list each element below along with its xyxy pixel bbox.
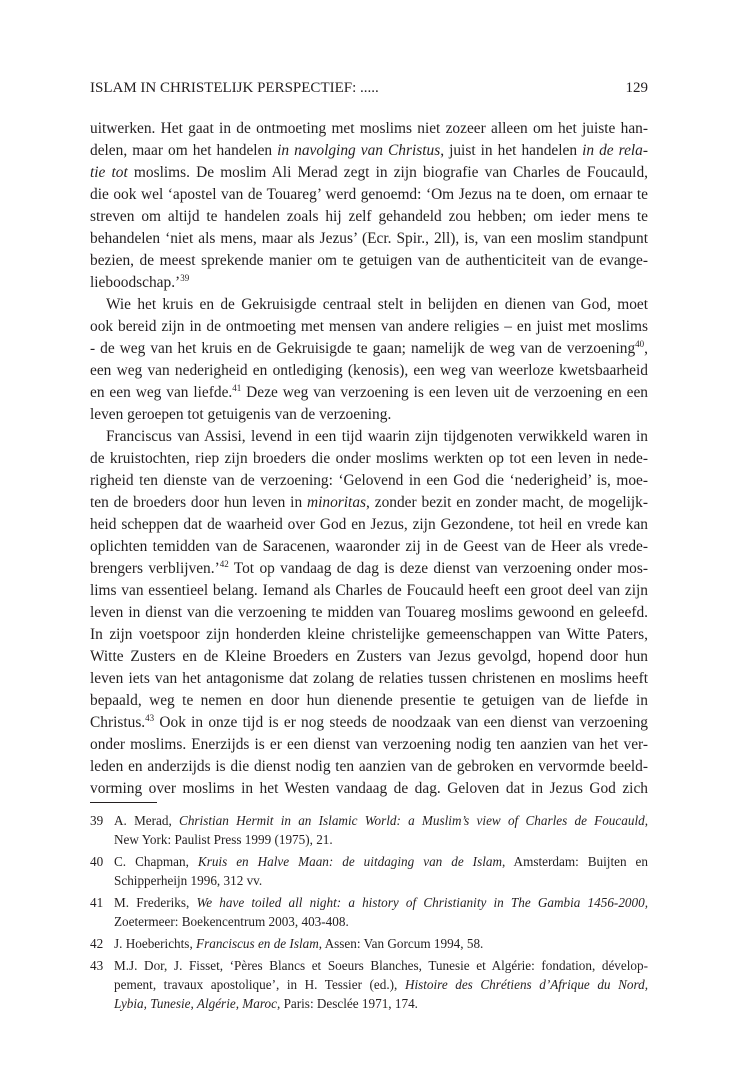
text-span: ook bereid zijn in de ontmoeting met mensen van andere religies – en juist met moslims	[90, 318, 648, 335]
text-line	[90, 294, 648, 316]
text-line	[90, 162, 648, 184]
footnote-number: 41	[90, 895, 104, 910]
text-span: C. Chapman,	[114, 854, 198, 869]
footnote-line	[114, 934, 648, 953]
text-span: heid scheppen dat de waarheid over God en Jezus, zijn Gezondene, tot heil en vrede kan	[90, 516, 648, 533]
footnote-text	[114, 934, 648, 953]
text-span: vorming over moslims in het Westen vandaag de dag. Geloven dat in Jezus God zich	[90, 780, 648, 797]
text-span: leven geroepen tot getuigenis van de verzoening.	[90, 406, 392, 423]
footnote-line	[114, 893, 648, 912]
text-line	[90, 690, 648, 712]
text-line	[90, 228, 648, 250]
text-span: behandelen ‘niet als mens, maar als Jezus’ (Ecr. Spir., 2ll), is, van een moslim standpunt	[90, 230, 648, 247]
text-span: Deze weg van verzoening is een leven uit de verzoening en een	[241, 384, 648, 401]
text-line	[90, 360, 648, 382]
footnote-42	[90, 934, 648, 953]
footnote-line: M.J. Dor, J. Fisset, ‘Pères Blancs et Soeurs Blanches, Tunesie et Algérie: fondation, dévelop-	[114, 958, 648, 973]
text-span: ,	[644, 813, 648, 828]
body-text	[90, 118, 648, 800]
italic-span: Christian Hermit in an Islamic World: a Muslim’s view of Charles de Foucauld	[179, 813, 645, 828]
text-line	[90, 140, 648, 162]
running-head-title: ISLAM IN CHRISTELIJK PERSPECTIEF: .....	[90, 80, 379, 96]
text-line	[90, 580, 648, 602]
text-line	[90, 756, 648, 778]
text-span: Franciscus van Assisi, levend in een tijd waarin zijn tijdgenoten verwikkeld waren in	[106, 428, 648, 445]
text-span: In zijn voetspoor zijn honderden kleine christelijke gemeenschappen van Witte Paters,	[90, 626, 648, 643]
text-line	[90, 602, 648, 624]
text-line	[90, 338, 648, 360]
italic-span: We have toiled all night: a history of Christianity in The Gambia 1456-2000,	[196, 895, 648, 910]
footnotes	[90, 811, 648, 1016]
footnote-line	[114, 994, 648, 1013]
italic-span: Histoire des Chrétiens d’Afrique du Nord,	[404, 977, 648, 992]
text-line	[90, 426, 648, 448]
text-span: righeid ten dienste van de verzoening: ‘Gelovend in een God die ‘nederigheid’ is, moe-	[90, 472, 648, 489]
italic-span: Lybia, Tunesie, Algérie, Maroc	[114, 996, 277, 1011]
paragraph-3	[90, 426, 648, 800]
footnote-ref[interactable]: 43	[145, 713, 155, 723]
text-line	[90, 250, 648, 272]
text-line	[90, 448, 648, 470]
footnote-line: Zoetermeer: Boekencentrum 2003, 403-408.	[114, 914, 349, 929]
text-span: uitwerken. Het gaat in de ontmoeting met moslims niet zozeer alleen om het juiste han-	[90, 120, 648, 137]
page-number: 129	[625, 80, 648, 96]
running-head	[90, 80, 648, 97]
footnote-ref[interactable]: 40	[635, 339, 645, 349]
text-span: , juist in het handelen	[440, 142, 583, 159]
text-line	[90, 514, 648, 536]
italic-span: tie tot	[90, 164, 128, 181]
paragraph-2	[90, 294, 648, 426]
text-span: lims van essentieel belang. Iemand als Charles de Foucauld heeft een groot deel van zijn	[90, 582, 648, 599]
text-span: die ook wel ‘apostel van de Touareg’ werd genoemd: ‘Om Jezus na te doen, om ernaar te	[90, 186, 648, 203]
text-span: bepaald, weg te nemen en door hun dienende presentie te getuigen van de liefde in	[90, 692, 648, 709]
footnote-text	[114, 852, 648, 890]
text-span: leven iets van het antagonisme dat zolang de relaties tussen christenen en moslims heeft	[90, 670, 648, 687]
text-span: ,	[644, 340, 648, 357]
text-line	[90, 492, 648, 514]
text-line	[90, 404, 648, 426]
text-line	[90, 470, 648, 492]
footnote-39	[90, 811, 648, 849]
footnote-41	[90, 893, 648, 931]
italic-span: in de rela-	[582, 142, 648, 159]
text-span: delen, maar om het handelen	[90, 142, 278, 159]
text-span: Ook in onze tijd is er nog steeds de noodzaak van een dienst van verzoening	[154, 714, 648, 731]
footnote-line	[114, 975, 648, 994]
text-span: onder moslims. Enerzijds is er een dienst van verzoening nodig ten aanzien van het ver-	[90, 736, 648, 753]
text-line	[90, 382, 648, 404]
text-span: , Paris: Desclée 1971, 174.	[276, 996, 418, 1011]
text-span: en een weg van liefde.	[90, 384, 233, 401]
text-line	[90, 734, 648, 756]
footnote-40	[90, 852, 648, 890]
text-span: , Assen: Van Gorcum 1994, 58.	[318, 936, 484, 951]
text-span: de kruistochten, riep zijn broeders die onder moslims werkten op tot een leven in nede-	[90, 450, 648, 467]
text-line	[90, 536, 648, 558]
footnote-divider	[90, 802, 157, 803]
footnote-line	[114, 852, 648, 871]
footnote-43	[90, 956, 648, 1013]
text-span: een weg van nederigheid en ontlediging (kenosis), een weg van weerloze kwetsbaarheid	[90, 362, 648, 379]
footnote-number: 43	[90, 958, 104, 973]
text-span: , Amsterdam: Buijten en	[502, 854, 648, 869]
text-span: lieboodschap.’	[90, 274, 181, 291]
footnote-text	[114, 893, 648, 931]
footnote-ref[interactable]: 41	[232, 383, 242, 393]
text-span: streven om altijd te handelen zoals hij zelf gehandeld zou hebben; om ieder mens te	[90, 208, 648, 225]
text-line	[90, 778, 648, 800]
footnote-line: New York: Paulist Press 1999 (1975), 21.	[114, 832, 333, 847]
text-span: moslims. De moslim Ali Merad zegt in zijn biografie van Charles de Foucauld,	[127, 164, 648, 181]
text-line	[90, 668, 648, 690]
text-span: J. Hoeberichts,	[114, 936, 197, 951]
text-span: oplichten temidden van de Saracenen, waaronder zij in de Geest van de Heer als vrede-	[90, 538, 648, 555]
text-line	[90, 272, 648, 294]
footnote-ref[interactable]: 42	[219, 559, 229, 569]
footnote-number: 42	[90, 936, 104, 951]
italic-span: Kruis en Halve Maan: de uitdaging van de Islam	[197, 854, 502, 869]
text-line	[90, 646, 648, 668]
italic-span: minoritas	[307, 494, 367, 511]
text-span: bezien, de meest sprekende manier om te getuigen van de authenticiteit van de evange-	[90, 252, 648, 269]
text-line	[90, 558, 648, 580]
text-line	[90, 118, 648, 140]
text-line	[90, 712, 648, 734]
text-span: brengers verblijven.’	[90, 560, 220, 577]
text-line	[90, 206, 648, 228]
text-span: M. Frederiks,	[114, 895, 197, 910]
text-span: Christus.	[90, 714, 146, 731]
footnote-number: 40	[90, 854, 104, 869]
text-span: leven in dienst van die verzoening te midden van Touareg moslims gewoond en geleefd.	[90, 604, 648, 621]
text-span: leden en anderzijds is die dienst nodig ten aanzien van de gebroken en vervormde beeld-	[90, 758, 648, 775]
text-line	[90, 316, 648, 338]
italic-span: in navolging van Christus	[277, 142, 441, 159]
text-span: Tot op vandaag de dag is deze dienst van verzoening onder mos-	[228, 560, 648, 577]
text-span: , zonder bezit en zonder macht, de mogelijk-	[366, 494, 648, 511]
footnote-line: Schipperheijn 1996, 312 vv.	[114, 873, 263, 888]
footnote-ref[interactable]: 39	[180, 273, 190, 283]
text-span: - de weg van het kruis en de Gekruisigde te gaan; namelijk de weg van de verzoening	[90, 340, 636, 357]
text-line	[90, 624, 648, 646]
footnote-line	[114, 811, 648, 830]
text-line	[90, 184, 648, 206]
text-span: ten de broeders door hun leven in	[90, 494, 308, 511]
text-span: Witte Zusters en de Kleine Broeders en Zusters van Jezus gevolgd, hopend door hun	[90, 648, 648, 665]
footnote-text	[114, 956, 648, 1013]
paragraph-1	[90, 118, 648, 294]
footnote-text	[114, 811, 648, 849]
text-span: pement, travaux apostolique’, in H. Tessier (ed.),	[114, 977, 405, 992]
text-span: A. Merad,	[114, 813, 180, 828]
text-span: Wie het kruis en de Gekruisigde centraal stelt in belijden en dienen van God, moet	[106, 296, 648, 313]
footnote-number: 39	[90, 813, 104, 828]
italic-span: Franciscus en de Islam	[196, 936, 319, 951]
